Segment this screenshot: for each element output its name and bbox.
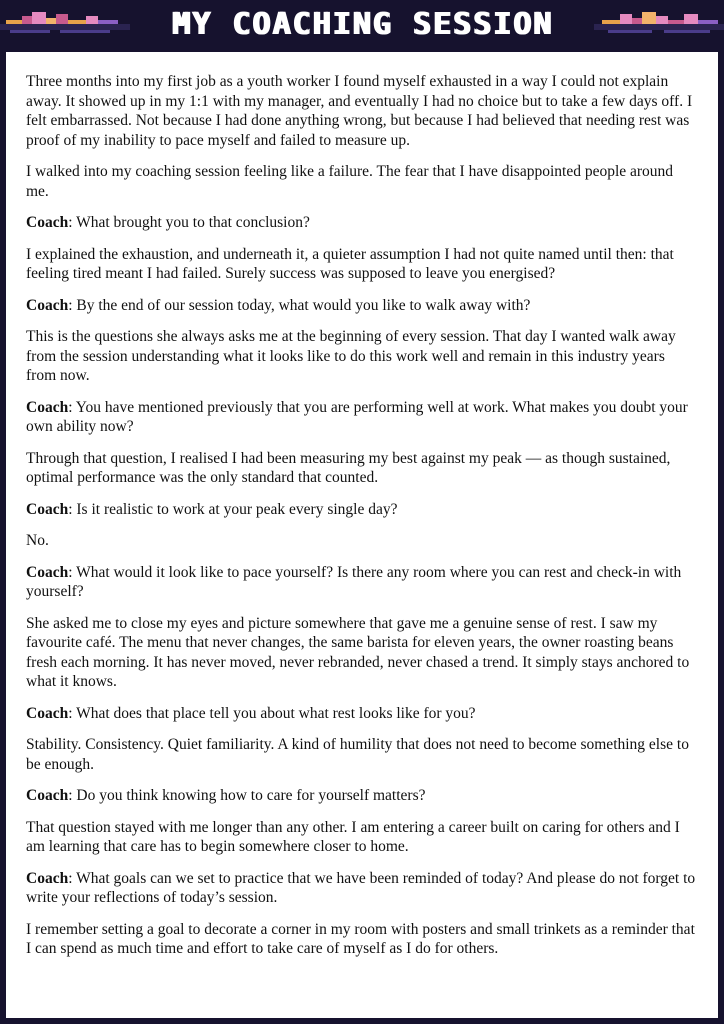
- speaker-label: Coach: [26, 787, 69, 804]
- speaker-label: Coach: [26, 398, 69, 416]
- coach-question-12: Coach: What does that place tell you about what rest looks like for you?: [26, 704, 476, 722]
- paragraph-15: That question stayed with me longer than any other. I am entering a career built on caring for others and I am learning that care has to begin somewhere closer to home.: [26, 818, 680, 855]
- page-title: MY COACHING SESSION: [171, 7, 553, 42]
- coach-question-16: Coach: What goals can we set to practice that we have been reminded of today? And please do not forget to write your reflections of today’s session.: [26, 869, 696, 906]
- paragraph-11: She asked me to close my eyes and picture somewhere that gave me a genuine sense of rest. I saw my favourite café. The menu that never changes, the same barista for eleven years, the owner roasting beans fresh each morning. It has never moved, never rebranded, never chased a trend. It simply stays anchored to what it knows.: [26, 614, 690, 690]
- speaker-label: Coach: [26, 296, 69, 314]
- header-banner: [0, 0, 724, 52]
- speaker-label: Coach: [26, 563, 69, 581]
- paragraph-17: I remember setting a goal to decorate a corner in my room with posters and small trinkets as a reminder that I can spend as much time and effort to take care of myself as I do for others.: [26, 920, 695, 957]
- speaker-label: Coach: [26, 214, 69, 231]
- speaker-label: Coach: [26, 869, 69, 887]
- paragraph-7: Through that question, I realised I had been measuring my best against my peak — as though sustained, optimal performance was the only standard that counted.: [26, 449, 671, 486]
- article-body: [6, 52, 718, 1018]
- coach-question-10: Coach: What would it look like to pace yourself? Is there any room where you can rest and check-in with yourself?: [26, 563, 682, 600]
- coach-question-6: Coach: You have mentioned previously that you are performing well at work. What makes you doubt your own ability now?: [26, 398, 688, 435]
- coach-question-14: Coach: Do you think knowing how to care for yourself matters?: [26, 787, 426, 804]
- paragraph-5: This is the questions she always asks me at the beginning of every session. That day I wanted walk away from the session understanding what it looks like to do this work well and remain in this industry years from now.: [26, 328, 676, 384]
- paragraph-1: I walked into my coaching session feeling like a failure. The fear that I have disappointed people around me.: [26, 163, 674, 200]
- coach-question-8: Coach: Is it realistic to work at your peak every single day?: [26, 500, 398, 518]
- coach-question-4: Coach: By the end of our session today, what would you like to walk away with?: [26, 296, 531, 314]
- paragraph-3: I explained the exhaustion, and underneath it, a quieter assumption I had not quite named until then: that feeling tired meant I had failed. Surely success was supposed to leave you energised?: [26, 245, 674, 282]
- paragraph-9: No.: [26, 532, 49, 549]
- paragraph-0: Three months into my first job as a youth worker I found myself exhausted in a way I could not explain away. It showed up in my 1:1 with my manager, and eventually I had no choice but to take a few days off. I felt embarrassed. Not because I had done anything wrong, but because I had believed that needing rest was proof of my inability to pace myself and failed to measure up.: [26, 73, 693, 149]
- pixel-cloud-right-icon: [594, 8, 724, 38]
- speaker-label: Coach: [26, 704, 69, 722]
- speaker-label: Coach: [26, 500, 69, 518]
- paragraph-13: Stability. Consistency. Quiet familiarity. A kind of humility that does not need to become something else to be enough.: [26, 736, 689, 773]
- coach-question-2: Coach: What brought you to that conclusion?: [26, 214, 310, 231]
